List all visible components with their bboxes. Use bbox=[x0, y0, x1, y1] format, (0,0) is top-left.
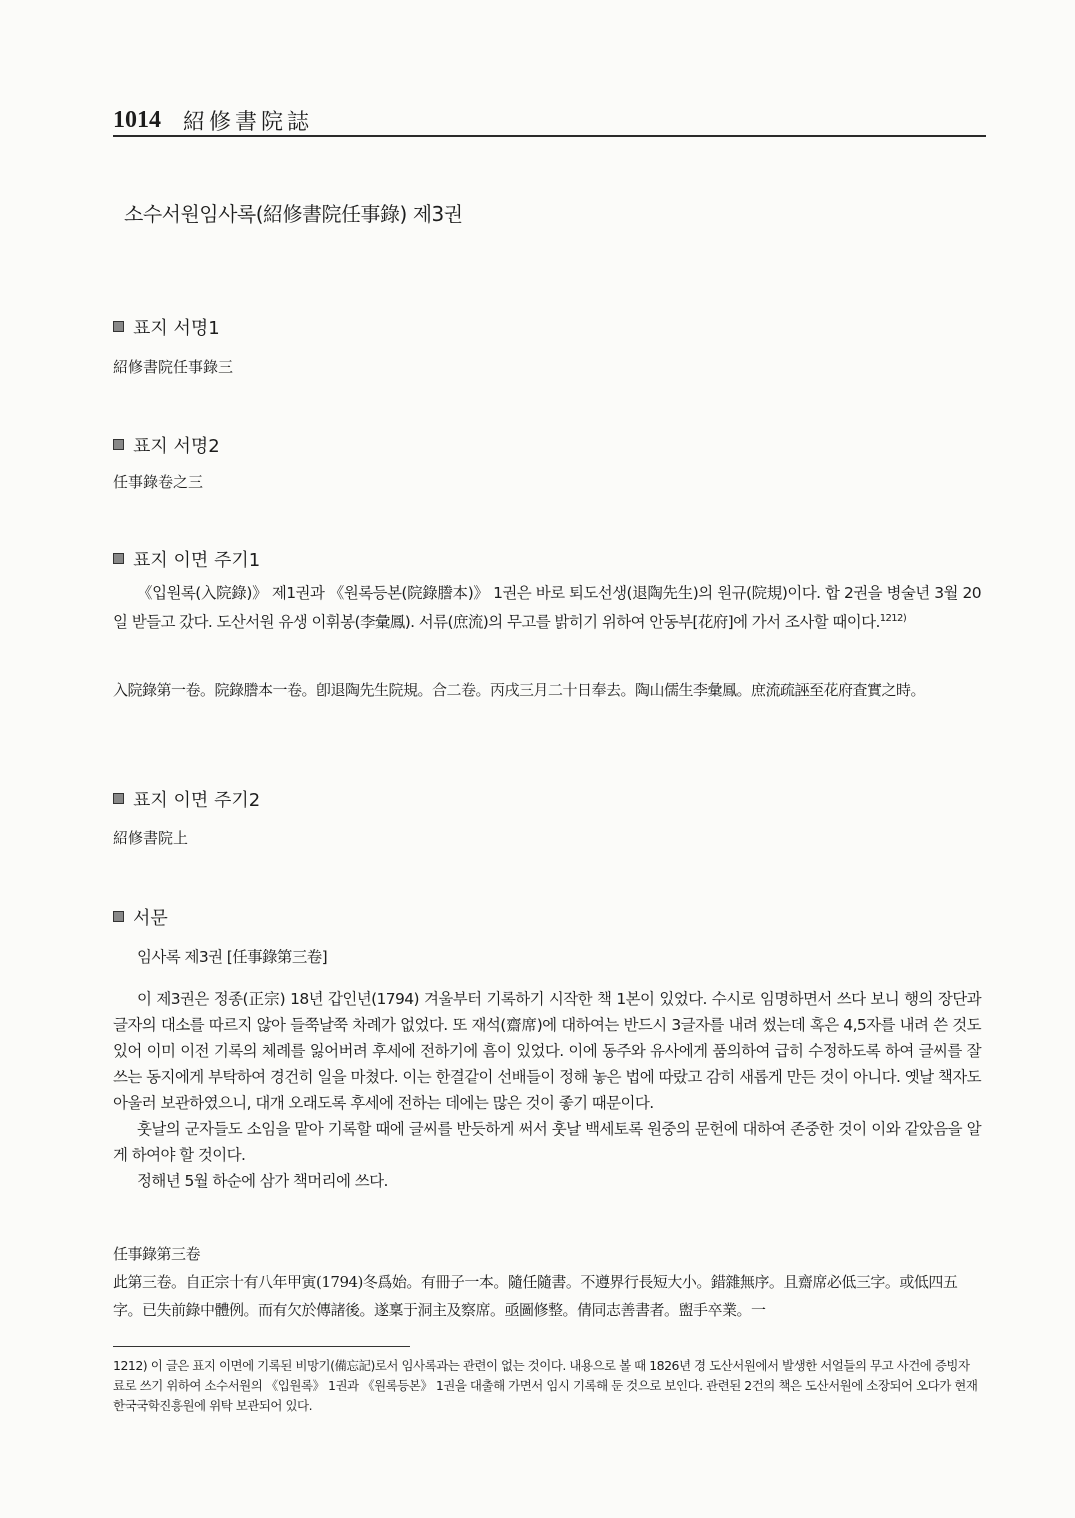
preface-subtitle bbox=[113, 944, 981, 970]
square-bullet-icon bbox=[113, 321, 124, 332]
preface-paragraph-1: 이 제3권은 정종(正宗) 18년 갑인년(1794) 겨울부터 기록하기 시작한 책 1본이 있었다. 수시로 임명하면서 쓰다 보니 행의 장단과 글자의 대소를 따르지 않아 들쭉날쭉 차례가 없었다. 또 재석(齋席)에 대하여는 반드시 3글자를 내려 썼는데 혹은 4,5자를 내려 쓴 것도 있어 이미 이전 기록의 체례를 잃어버려 후세에 전하기에 흠이 있었다. 이에 동주와 유사에게 품의하여 급히 수정하도록 하여 글씨를 잘 쓰는 동지에게 부탁하여 경건히 일을 마쳤다. 이는 한결같이 선배들이 정해 놓은 법에 따랐고 감히 새롭게 만든 것이 아니다. 옛날 책자도 아울러 보관하였으니, 대개 오래도록 후세에 전하는 데에는 많은 것이 좋기 때문이다. bbox=[113, 990, 981, 1112]
square-bullet-icon bbox=[113, 553, 124, 564]
section-heading-text: 표지 서명1 bbox=[133, 318, 220, 339]
classical-preface-title: 任事錄第三卷 bbox=[113, 1245, 201, 1263]
translation-paragraph bbox=[113, 580, 981, 635]
section-heading-text: 표지 이면 주기2 bbox=[133, 790, 261, 811]
square-bullet-icon bbox=[113, 911, 124, 922]
preface-paragraph-2: 훗날의 군자들도 소임을 맡아 기록할 때에 글씨를 반듯하게 써서 훗날 백세토록 원중의 문헌에 대하여 존중한 것이 이와 같았음을 알게 하여야 할 것이다. bbox=[113, 1120, 981, 1164]
section-heading-text: 표지 서명2 bbox=[133, 436, 220, 457]
section-heading-preface bbox=[113, 904, 168, 930]
section-heading-cover-note-1 bbox=[113, 546, 260, 572]
translation-text: 《입원록(入院錄)》 제1권과 《원록등본(院錄謄本)》 1권은 바로 퇴도선생(退陶先生)의 원규(院規)이다. 합 2권을 병술년 3월 20일 받들고 갔다. 도산서원 유생 이휘봉(李彙鳳). 서류(庶流)의 무고를 밝히기 위하여 안동부[花府]에 가서 조사할 때이다. bbox=[113, 584, 981, 632]
classical-text: 任事錄卷之三 bbox=[113, 473, 204, 491]
section-heading-text: 서문 bbox=[133, 908, 168, 929]
preface-subtitle-text: 임사록 제3권 [任事錄第三卷] bbox=[137, 948, 328, 966]
preface-body bbox=[113, 986, 981, 1194]
classical-preface-text: 此第三卷。自正宗十有八年甲寅(1794)冬爲始。有冊子一本。隨任隨書。不遵界行長短大小。錯雜無序。且齋席必低三字。或低四五字。已失前錄中體例。而有欠於傳諸後。遂稟于洞主及察席。亟圖修整。倩同志善書者。盥手卒業。一 bbox=[113, 1273, 958, 1319]
footnote-text: 이 글은 표지 이면에 기록된 비망기(備忘記)로서 임사록과는 관련이 없는 것이다. 내용으로 볼 때 1826년 경 도산서원에서 발생한 서얼들의 무고 사건에 증빙자료로 쓰기 위하여 소수서원의 《입원록》 1권과 《원록등본》 1권을 대출해 가면서 임시 기록해 둔 것으로 보인다. 관련된 2건의 책은 도산서원에 소장되어 오다가 현재 한국국학진흥원에 위탁 보관되어 있다. bbox=[113, 1358, 978, 1413]
book-title: 紹修書院誌 bbox=[183, 110, 314, 135]
footnote-ref: 1212) bbox=[879, 613, 907, 624]
document-title: 소수서원임사록(紹修書院任事錄) 제3권 bbox=[124, 202, 463, 226]
classical-text: 紹修書院上 bbox=[113, 829, 189, 847]
section-heading-cover-note-2 bbox=[113, 786, 260, 812]
page-header bbox=[113, 105, 986, 137]
classical-preface bbox=[113, 1240, 983, 1324]
classical-paragraph: 入院錄第一卷。院錄謄本一卷。卽退陶先生院規。合二卷。丙戌三月二十日奉去。陶山儒生李彙鳳。庶流疏誣至花府査實之時。 bbox=[113, 681, 926, 699]
footnote bbox=[113, 1356, 981, 1416]
section-heading-cover-title-2 bbox=[113, 432, 220, 458]
square-bullet-icon bbox=[113, 793, 124, 804]
section-heading-cover-title-1 bbox=[113, 314, 220, 340]
square-bullet-icon bbox=[113, 439, 124, 450]
preface-paragraph-3: 정해년 5월 하순에 삼가 책머리에 쓰다. bbox=[137, 1172, 388, 1190]
section-heading-text: 표지 이면 주기1 bbox=[133, 550, 261, 571]
footnote-number: 1212) bbox=[113, 1358, 148, 1373]
footnote-divider bbox=[113, 1346, 410, 1347]
page-number: 1014 bbox=[113, 107, 161, 133]
classical-text: 紹修書院任事錄三 bbox=[113, 358, 234, 376]
